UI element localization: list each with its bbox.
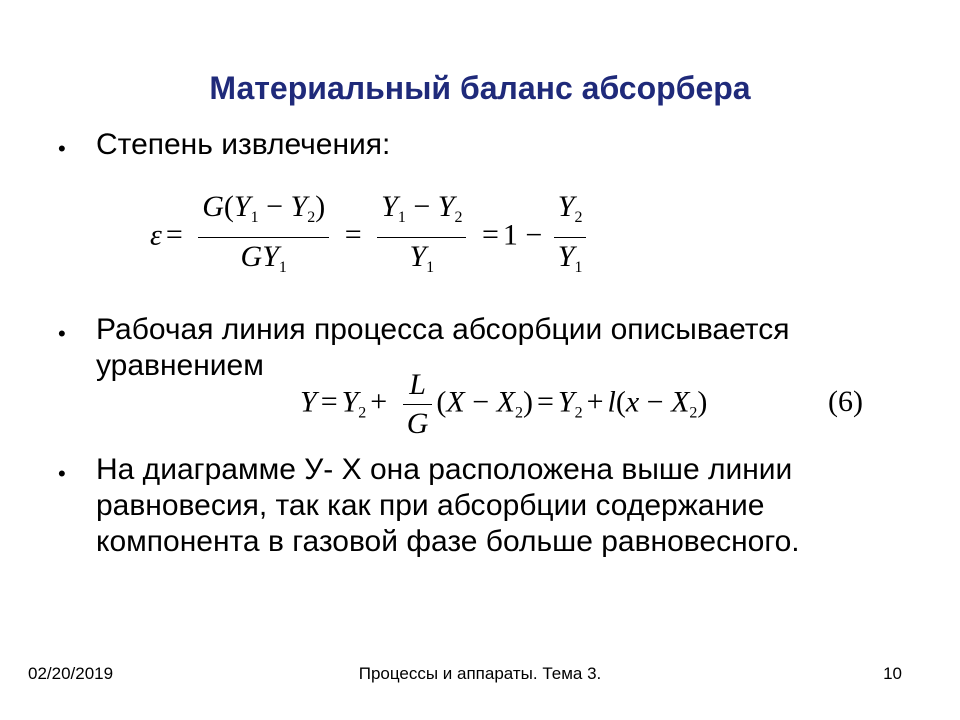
bullet-text-3: На диаграмме У- Х она расположена выше линии равновесия, так как при абсорбции содержание компонента в газовой фазе больше равновесного. xyxy=(96,453,800,558)
operating-line-formula: $Y = Y_2$ + $\frac{L}{G}$ $(X - X_2) = Y_2 + l(x - X_2)$ xyxy=(300,368,708,440)
extraction-degree-formula: ε = $\frac{G(Y_1 - Y_2)}{GY_1}$ = $\frac{Y_1 - Y_2}{Y_1}$ = 1 − $\frac{Y_2}{Y_1}$ xyxy=(150,190,590,285)
footer-date: 02/20/2019 xyxy=(28,664,114,683)
bullet-marker: • xyxy=(58,461,66,486)
page-number: 10 xyxy=(883,664,902,683)
bullet-marker: • xyxy=(58,321,66,346)
footer-title: Процессы и аппараты. Тема 3. xyxy=(358,664,602,683)
bullet-text-1: Степень извлечения: xyxy=(96,128,391,161)
bullet-text-2: Рабочая линия процесса абсорбции описывается уравнением xyxy=(96,313,790,382)
bullet-marker: • xyxy=(58,136,66,161)
equation-number: (6) xyxy=(828,385,863,418)
slide-title: Материальный баланс абсорбера xyxy=(209,70,751,106)
